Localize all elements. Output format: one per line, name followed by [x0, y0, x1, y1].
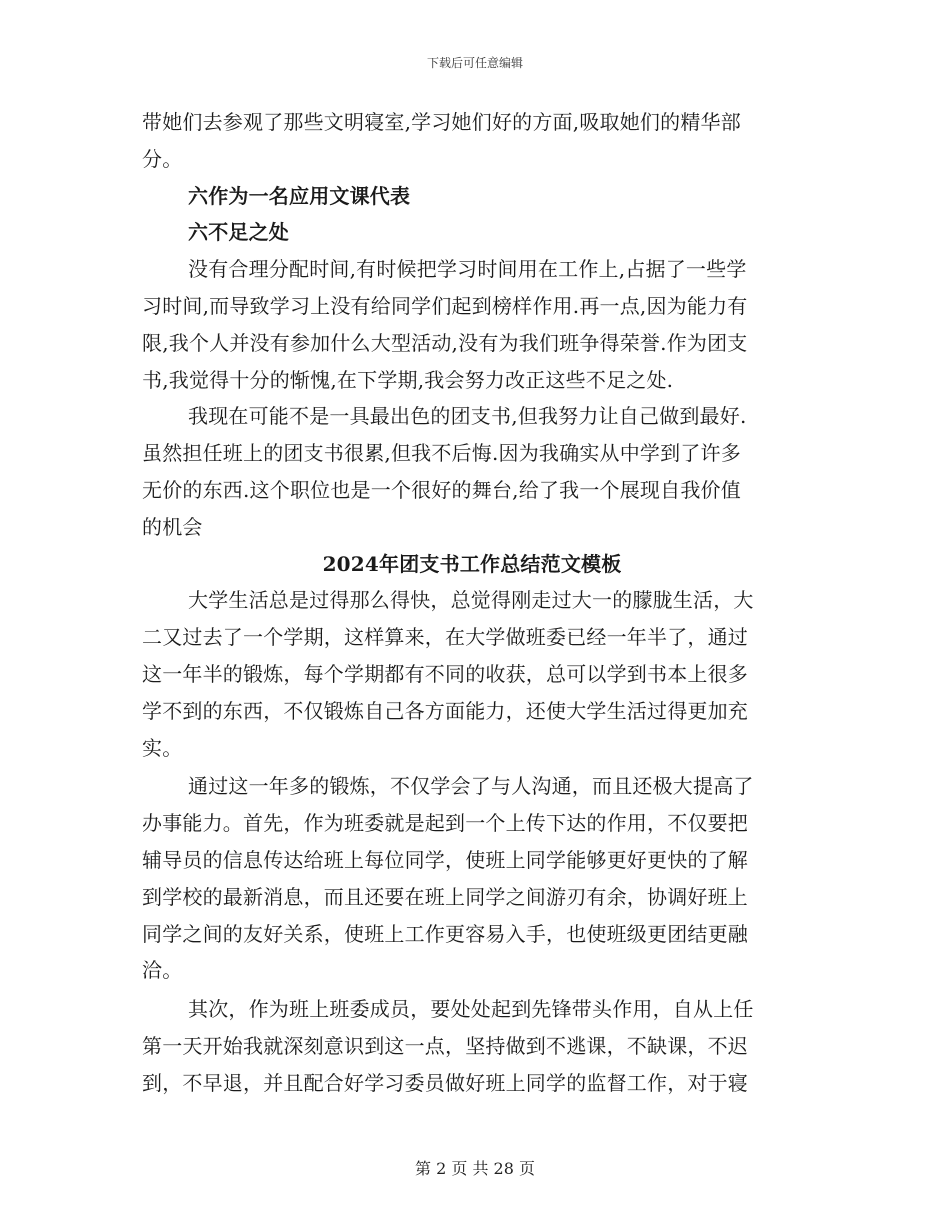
body-line: 学不到的东西，不仅锻炼自己各方面能力，还使大学生活过得更加充 — [142, 698, 748, 723]
body-line: 同学之间的友好关系，使班上工作更容易入手，也使班级更团结更融 — [142, 921, 748, 946]
body-line: 辅导员的信息传达给班上每位同学，使班上同学能够更好更快的了解 — [142, 847, 748, 872]
body-line: 没有合理分配时间,有时候把学习时间用在工作上,占据了一些学 — [188, 257, 747, 282]
document-title: 2024年团支书工作总结范文模板 — [322, 551, 622, 576]
page-header: 下载后可任意编辑 — [426, 56, 523, 70]
body-line: 这一年半的锻炼，每个学期都有不同的收获，总可以学到书本上很多 — [142, 661, 748, 686]
body-line: 其次，作为班上班委成员，要处处起到先锋带头作用，自从上任 — [188, 997, 754, 1022]
body-line: 带她们去参观了那些文明寝室,学习她们好的方面,吸取她们的精华部 — [142, 110, 741, 134]
page-footer: 第 2 页 共 28 页 — [415, 1159, 535, 1178]
body-line: 到学校的最新消息，而且还要在班上同学之间游刃有余，协调好班上 — [142, 884, 748, 909]
body-line: 实。 — [142, 735, 183, 760]
page-body — [142, 104, 802, 1102]
body-line: 虽然担任班上的团支书很累,但我不后悔.因为我确实从中学到了许多 — [142, 441, 741, 466]
body-line: 办事能力。首先，作为班委就是起到一个上传下达的作用，不仅要把 — [142, 811, 748, 836]
body-line: 第一天开始我就深刻意识到这一点，坚持做到不逃课，不缺课，不迟 — [142, 1033, 748, 1058]
body-line: 分。 — [142, 146, 183, 171]
body-line: 大学生活总是过得那么得快，总觉得刚走过大一的朦胧生活，大 — [188, 588, 754, 613]
body-line: 二又过去了一个学期，这样算来，在大学做班委已经一年半了，通过 — [142, 625, 748, 650]
body-line: 限,我个人并没有参加什么大型活动,没有为我们班争得荣誉.作为团支 — [142, 330, 748, 355]
body-line: 我现在可能不是一具最出色的团支书,但我努力让自己做到最好. — [188, 404, 747, 429]
body-line: 书,我觉得十分的惭愧,在下学期,我会努力改正这些不足之处. — [142, 367, 674, 392]
body-line: 通过这一年多的锻炼，不仅学会了与人沟通，而且还极大提高了 — [188, 774, 754, 799]
section-heading: 六不足之处 — [188, 220, 289, 245]
section-heading: 六作为一名应用文课代表 — [188, 183, 411, 208]
body-line: 到，不早退，并且配合好学习委员做好班上同学的监督工作，对于寝 — [142, 1070, 748, 1095]
body-line: 无价的东西.这个职位也是一个很好的舞台,给了我一个展现自我价值 — [142, 477, 741, 502]
body-line: 的机会 — [142, 514, 203, 539]
body-line: 洽。 — [142, 958, 183, 983]
body-line: 习时间,而导致学习上没有给同学们起到榜样作用.再一点,因为能力有 — [142, 293, 748, 318]
